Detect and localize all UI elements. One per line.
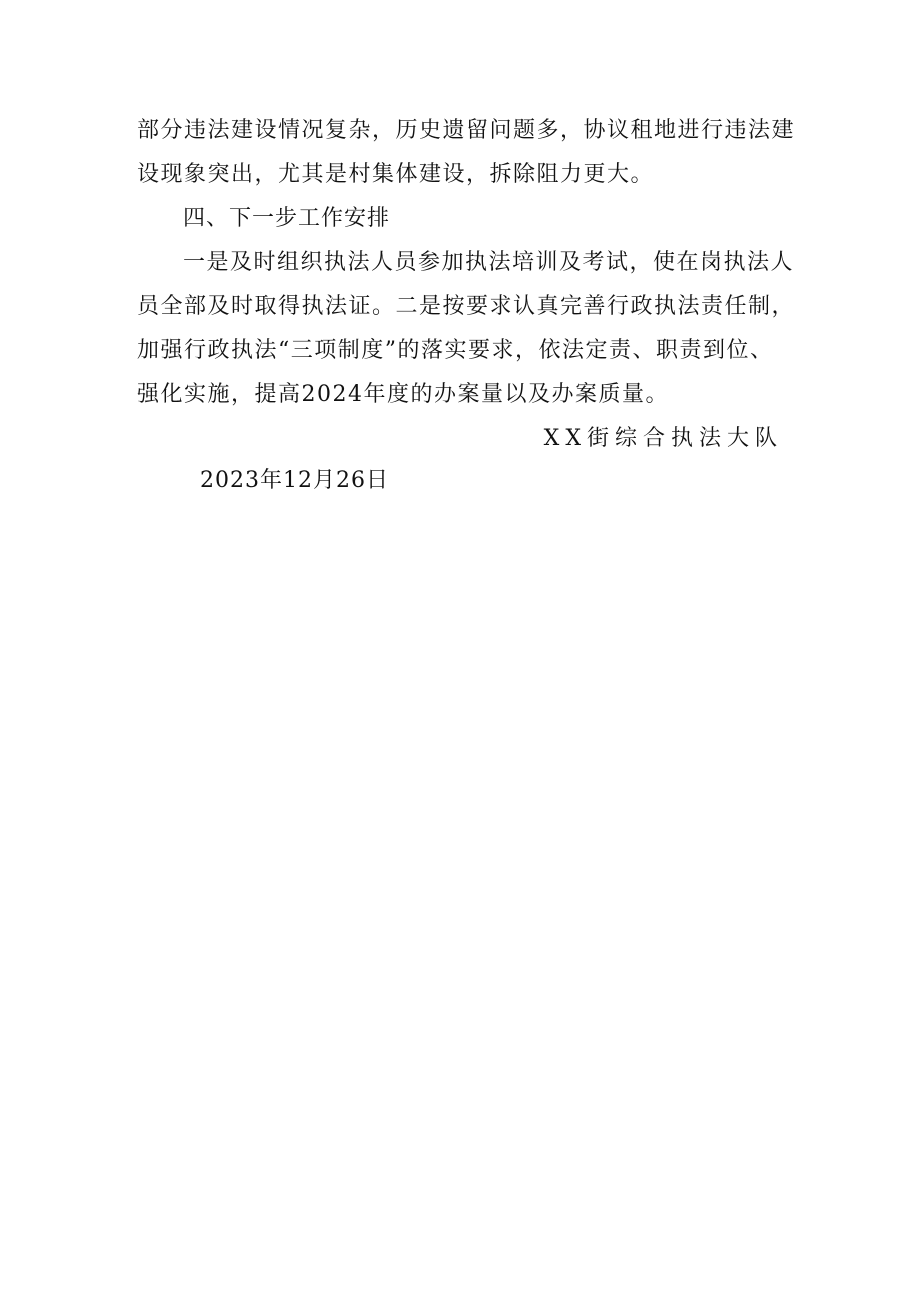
signature-organization: XX街综合执法大队 (543, 426, 783, 451)
section-heading: 四、下一步工作安排 (183, 206, 391, 231)
section-paragraph-line: 一是及时组织执法人员参加执法培训及考试，使在岗执法人 (183, 250, 795, 275)
signature-date: 2023年12月26日 (200, 468, 389, 493)
section-paragraph-line: 员全部及时取得执法证。二是按要求认真完善行政执法责任制， (137, 294, 796, 319)
paragraph-line: 部分违法建设情况复杂，历史遗留问题多，协议租地进行违法建 (137, 118, 796, 143)
section-paragraph-line: 强化实施，提高2024年度的办案量以及办案质量。 (137, 382, 669, 407)
section-paragraph-line: 加强行政执法“三项制度”的落实要求，依法定责、职责到位、 (137, 338, 774, 363)
paragraph-line: 设现象突出，尤其是村集体建设，拆除阻力更大。 (137, 162, 655, 187)
